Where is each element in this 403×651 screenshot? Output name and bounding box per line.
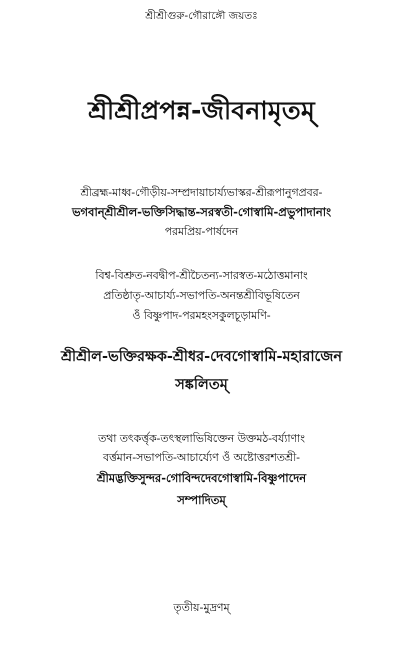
edited-label: সম্পাদিতম্ (177, 493, 226, 507)
book-title: শ্রীশ্রীপ্রপন্ন-জীবনামৃতম্ (88, 96, 315, 125)
compiler-lineage-line-2: ভগবান্‌শ্রীশ্রীল-ভক্তিসিদ্ধান্ত-সরস্বতী-গোস্বামি-প্রভুপাদানাং (71, 205, 332, 219)
editor-line-1: তথা তৎকর্ত্তৃক-তৎস্থলাভিষিক্তেন উক্তমঠ-বর্য্যাণাং (98, 432, 305, 445)
compiler-name: শ্রীশ্রীল-ভক্তিরক্ষক-শ্রীধর-দেবগোস্বামি-মহারাজেন (61, 349, 342, 365)
invocation-line: শ্রীশ্রীগুরু-গৌরাঙ্গৌ জয়তঃ (145, 10, 258, 22)
compiler-lineage-line-3: পরমপ্রিয়-পার্ষদেন (164, 225, 239, 238)
compiled-label: সঙ্কলিতম্ (175, 377, 228, 393)
compiler-institution-line-3: ওঁ বিষ্ণুপাদ-পরমহংসকুলচূড়ামণি- (132, 309, 271, 322)
editor-name: শ্রীমদ্ভক্তিসুন্দর-গোবিন্দদেবগোস্বামি-বিষ্ণুপাদেন (96, 471, 307, 485)
editor-line-2: বর্ত্তমান-সভাপতি-আচার্য্যেণ ওঁ অষ্টোত্তরশতশ্রী- (102, 451, 301, 464)
edition-label: তৃতীয়-মুদ্রণম্ (173, 601, 230, 614)
compiler-institution-line-2: প্রতিষ্ঠাতৃ-আচার্য্য-সভাপতি-অনন্তশ্রীবিভূষিতেন (103, 289, 300, 302)
compiler-lineage-line-1: শ্রীব্রহ্ম-মাধ্ব-গৌড়ীয়-সম্প্রদায়াচার্য্যভাস্কর-শ্রীরূপানুগপ্রবর- (80, 186, 323, 199)
compiler-institution-line-1: বিশ্ব-বিশ্রুত-নবদ্বীপ-শ্রীচৈতন্য-সারস্বত-মঠোত্তমানাং (95, 269, 308, 282)
